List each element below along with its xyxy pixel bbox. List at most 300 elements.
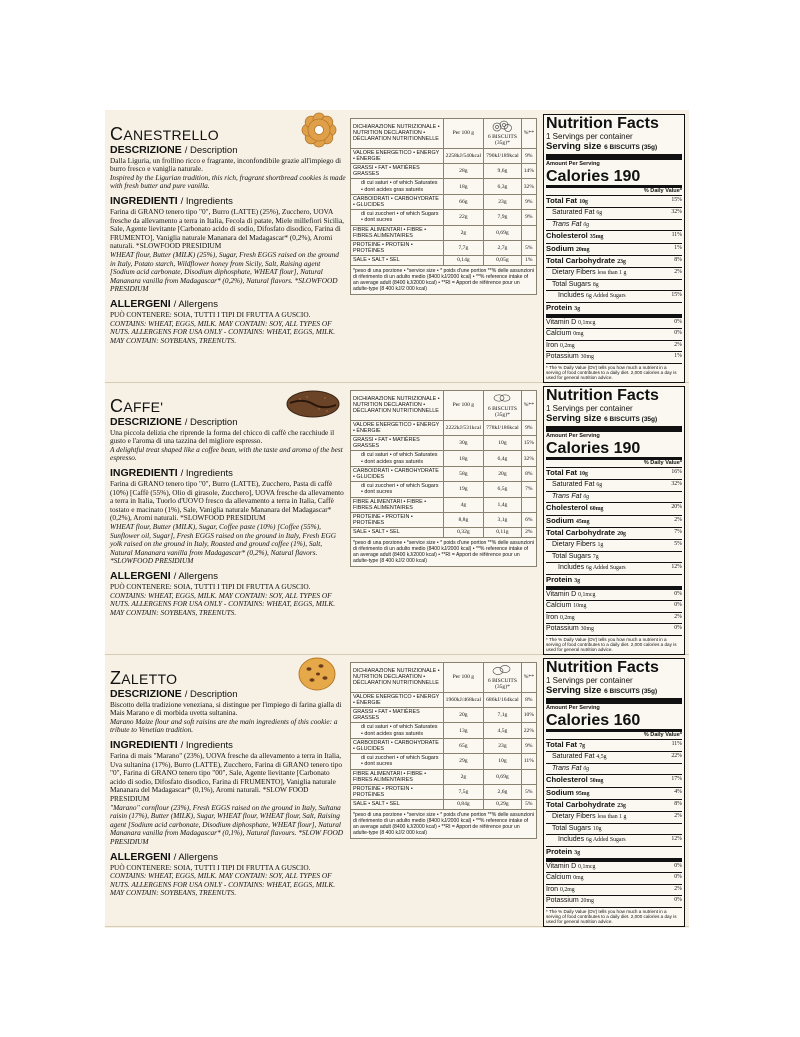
facts-row (546, 196, 682, 208)
facts-label: Sodium (546, 515, 574, 525)
nutrient-label: VALORE ENERGETICO • ENERGY • ÉNERGIE (351, 148, 444, 163)
nutrition-table-row (351, 482, 537, 497)
allergens-en: CONTAINS: WHEAT, EGGS, MILK. MAY CONTAIN: SOY, ALL TYPES OF NUTS. ALLERGENS FOR USA ONLY - CONTAINS: WHEAT, EGGS, MILK. MAY CONTAIN: SOYBEANS, TREENUTS. (110, 871, 336, 898)
ingredients-it: Farina di mais "Marano" (23%), UOVA fresche da allevamento a terra in Italia, Uva sultanina (17%), Burro (LATTE), Zucchero, Farina di GRANO tenero tipo "0", Farina di GRANO tenero tipo "00", Sale, Agente lievitante [Carbonato acido di sodio, Difosfato disodico, Farina di FRUMENTO], Vaniglia naturale Mananara del Madagascar* (0,1%), Aromi naturali. *SLOW FOOD PRESIDIUM (110, 750, 343, 803)
nutrition-table-row (351, 708, 537, 723)
pct-header: %** (521, 663, 536, 693)
facts-row (546, 208, 682, 219)
nutrient-label: di cui zuccheri • of which Sugars • dont sucres (351, 754, 444, 769)
facts-label: Iron (546, 341, 559, 349)
nutrition-table-row (351, 800, 537, 809)
facts-amount: 35mg (589, 234, 604, 241)
facts-row (546, 552, 682, 563)
facts-row (546, 752, 682, 763)
facts-label: Protein (546, 846, 573, 856)
nutrition-table-row (351, 754, 537, 769)
facts-amount: 7g (579, 743, 585, 749)
facts-amount: 6g (596, 210, 603, 217)
facts-dv: 2% (674, 885, 682, 892)
value-per-portion: 20g (484, 466, 522, 481)
facts-amount: less than 1 g (597, 814, 627, 821)
biscuits-icon (491, 400, 513, 406)
calories: Calories 190 (546, 440, 682, 460)
facts-label: Protein (546, 302, 573, 312)
facts-label: Total Sugars (552, 824, 591, 832)
facts-row (546, 231, 682, 243)
ingredients-heading: INGREDIENTI / Ingredients (110, 466, 233, 479)
nutrition-table-row (351, 420, 537, 435)
nutrient-label: CARBOIDRATI • CARBOHYDRATE • GLUCIDES (351, 738, 444, 753)
facts-dv: 8% (674, 257, 682, 264)
per-100g-header: Per 100 g (443, 663, 483, 693)
facts-amount: 6g (596, 482, 603, 489)
nutrient-label: GRASSI • FAT • MATIÈRES GRASSES (351, 708, 444, 723)
value-per-100g: 2g (443, 225, 483, 240)
facts-title: Nutrition Facts (546, 115, 659, 132)
facts-amount: 6g Added Sugars (586, 293, 626, 300)
value-percent-ri: 9% (521, 420, 536, 435)
value-per-portion: 4,5g (484, 723, 522, 738)
value-per-100g: 18g (443, 179, 483, 194)
value-percent-ri: 11% (521, 754, 536, 769)
serving-size: Serving size 6 BISCUITS (35g) (546, 685, 682, 704)
facts-amount: 0,2mg (560, 886, 575, 893)
facts-amount: 10g (592, 825, 602, 832)
facts-row (546, 885, 682, 896)
facts-footnote: * The % Daily Value (DV) tells you how much a nutrient in a serving of food contributes to a daily diet. 2,000 calories a day is used for general nutrition advice. (546, 364, 677, 380)
facts-amount: 23g (617, 803, 626, 810)
daily-value-header: % Daily Value* (546, 732, 682, 740)
facts-dv: 0% (674, 863, 682, 870)
description-it: Biscotto della tradizione veneziana, si distingue per l'impiego di farina gialla di Mais Marano e di morbida uvetta sultanina. (110, 699, 342, 718)
table-title: DICHIARAZIONE NUTRIZIONALE • NUTRITION DECLARATION • DÉCLARATION NUTRITIONNELLE (351, 391, 444, 421)
ingredients-it: Farina di GRANO tenero tipo "0", Burro (LATTE), Zucchero, Pasta di caffè (10%) [Caffè (55%), Olio di girasole, Zucchero], UOVA fresche da allevamento a terra in Italia, Tuorlo d'UOVO fresco da allevamento a terra in Italia, Caffè tostato e macinato (1%), Sale, Vaniglia naturale Mananara del Madagascar* (0,2%), Aromi naturali. *SLOWFOOD PRESIDIUM (110, 478, 344, 523)
facts-row (546, 280, 682, 291)
facts-row (546, 528, 682, 540)
facts-row (546, 468, 682, 480)
product-section (105, 654, 689, 927)
facts-dv: 12% (671, 836, 682, 843)
value-per-100g: 2258kJ/540kcal (443, 148, 483, 163)
facts-amount: 0g (583, 765, 590, 772)
table-footnote: *peso di una porzione • *service size • * poids d'une portion **% delle assunzioni di riferimento di un adulto medio (8400 kJ/2000 kcal) • **% reference intake of an average adult (8400 kJ/2000 kcal) • **RI = Apport de référence pour un adulte-type (8 400 kJ/2 000 kcal) (351, 265, 537, 294)
facts-label: Dietary Fibers (552, 269, 596, 277)
facts-label: Calcium (546, 602, 572, 610)
facts-dv: 0% (674, 330, 682, 337)
nutrient-label: VALORE ENERGETICO • ENERGY • ÉNERGIE (351, 420, 444, 435)
product-title: CANESTRELLO (110, 124, 219, 144)
coffee-bean-cookie-icon (285, 388, 341, 425)
value-per-portion: 23g (484, 194, 522, 209)
facts-amount: 0,1mcg (578, 320, 596, 327)
facts-dv: 1% (674, 244, 682, 251)
nutrition-table-row (351, 769, 537, 784)
facts-row (546, 256, 682, 268)
facts-amount: 50mg (589, 778, 604, 785)
nutrient-label: PROTEINE • PROTEIN • PROTÉINES (351, 785, 444, 800)
value-percent-ri: 5% (521, 241, 536, 256)
nutrient-label: di cui saturi • of which Saturates • dont acides gras saturés (351, 451, 444, 466)
nutrition-table-header (351, 119, 537, 149)
value-per-100g: 0,84g (443, 800, 483, 809)
value-per-portion: 790kJ/189kcal (484, 148, 522, 163)
facts-amount: 20mg (575, 246, 590, 253)
value-per-100g: 13g (443, 723, 483, 738)
facts-amount: 60mg (589, 506, 604, 513)
facts-row (546, 268, 682, 279)
facts-row (546, 847, 682, 862)
value-per-portion: 2,6g (484, 785, 522, 800)
facts-dv: 4% (674, 788, 682, 795)
facts-dv: 15% (671, 197, 682, 203)
value-per-100g: 65g (443, 738, 483, 753)
facts-dv: 22% (671, 753, 682, 760)
facts-dv: 0% (674, 319, 682, 326)
facts-row (546, 824, 682, 835)
product-title: ZALETTO (110, 668, 178, 688)
facts-row (546, 812, 682, 823)
facts-row (546, 480, 682, 491)
value-per-100g: 7,5g (443, 785, 483, 800)
value-percent-ri: 7% (521, 482, 536, 497)
facts-dv: 2% (674, 613, 682, 620)
description-en: A delightful treat shaped like a coffee bean, with the taste and aroma of the best espresso. (110, 444, 343, 463)
value-per-portion: 0,05g (484, 256, 522, 265)
biscuits-icon (491, 128, 513, 134)
nutrient-label: di cui saturi • of which Saturates • dont acides gras saturés (351, 723, 444, 738)
value-per-portion: 23g (484, 738, 522, 753)
facts-label: Calcium (546, 330, 572, 338)
per-100g-header: Per 100 g (443, 391, 483, 421)
facts-label: Cholesterol (546, 775, 588, 785)
facts-amount: 0,2mg (560, 614, 575, 621)
facts-row (546, 590, 682, 601)
value-per-portion: 7,9g (484, 210, 522, 225)
value-percent-ri: 1% (521, 256, 536, 265)
facts-label: Dietary Fibers (552, 813, 596, 821)
value-percent-ri (521, 225, 536, 240)
nutrition-table-row (351, 164, 537, 179)
value-percent-ri: 9% (521, 194, 536, 209)
facts-label: Total Carbohydrate (546, 528, 616, 538)
facts-amount: 0,1mcg (578, 592, 596, 599)
facts-amount: 10g (579, 471, 588, 477)
value-per-100g: 4g (443, 497, 483, 512)
facts-row (546, 341, 682, 352)
value-percent-ri (521, 769, 536, 784)
nutrient-label: CARBOIDRATI • CARBOHYDRATE • GLUCIDES (351, 466, 444, 481)
facts-row (546, 492, 682, 503)
allergens-en: CONTAINS: WHEAT, EGGS, MILK. MAY CONTAIN: SOY, ALL TYPES OF NUTS. ALLERGENS FOR USA ONLY - CONTAINS: WHEAT, EGGS, MILK. MAY CONTAIN: SOYBEANS, TREENUTS. (110, 590, 336, 617)
nutrient-label: FIBRE ALIMENTARI • FIBRE • FIBRES ALIMENTAIRES (351, 497, 444, 512)
nutrition-table-row (351, 241, 537, 256)
allergens-heading: ALLERGENI / Allergens (110, 569, 218, 582)
facts-label: Saturated Fat (552, 209, 595, 217)
value-per-portion: 686kJ/164kcal (484, 692, 522, 707)
facts-dv: 7% (674, 529, 682, 536)
facts-label: Total Fat (546, 196, 578, 205)
value-per-100g: 2g (443, 769, 483, 784)
servings-per-container: 1 Servings per container (546, 404, 633, 413)
description-it: Dalla Liguria, un frollino ricco e fragrante, inconfondibile grazie all'impiego di burro fresco e vaniglia naturale. (110, 155, 342, 174)
value-per-100g: 1960kJ/468kcal (443, 692, 483, 707)
facts-amount: 0g (583, 493, 590, 500)
value-per-100g: 28g (443, 164, 483, 179)
facts-row (546, 740, 682, 752)
facts-dv: 12% (671, 564, 682, 571)
facts-row (546, 220, 682, 231)
facts-dv: 0% (674, 897, 682, 904)
facts-amount: 1g (597, 542, 604, 549)
portion-header: 6 BISCUITS (35g)* (484, 119, 522, 149)
ingredients-heading: INGREDIENTI / Ingredients (110, 194, 233, 207)
facts-label: Total Sugars (552, 552, 591, 560)
value-per-100g: 20g (443, 708, 483, 723)
facts-row (546, 303, 682, 318)
facts-label: Dietary Fibers (552, 541, 596, 549)
facts-label: Sodium (546, 243, 574, 253)
facts-row (546, 775, 682, 787)
facts-amount: 95mg (575, 790, 590, 797)
portion-header: 6 BISCUITS (35g)* (484, 391, 522, 421)
table-title: DICHIARAZIONE NUTRIZIONALE • NUTRITION DECLARATION • DÉCLARATION NUTRITIONNELLE (351, 663, 444, 693)
facts-label: Vitamin D (546, 863, 577, 871)
facts-row (546, 800, 682, 812)
value-percent-ri (521, 497, 536, 512)
facts-amount: 4,5g (596, 754, 607, 761)
value-per-100g: 8,8g (443, 513, 483, 528)
facts-label: Sodium (546, 787, 574, 797)
ingredients-en: "Marano" cornflour (23%), Fresh EGGS raised on the ground in Italy, Sultana raisin (17%), Butter (MILK), Sugar, WHEAT flour, WHEAT flour, Salt, Raising agent [Sodium acid carbonate, Disodium diphosphate, WHEAT flour], Natural Mananara vanilla from Madagascar* (0,1%), Natural flavours. *SLOW FOOD PRESIDIUM (110, 802, 344, 846)
facts-row (546, 835, 682, 846)
nutrition-declaration-table (350, 662, 537, 839)
servings-per-container: 1 Servings per container (546, 676, 633, 685)
facts-amount: 0mg (573, 875, 584, 882)
facts-amount: 8g (592, 281, 599, 288)
amount-per-serving: Amount Per Serving (546, 433, 600, 439)
nutrition-table-row (351, 256, 537, 265)
nutrient-label: GRASSI • FAT • MATIÈRES GRASSES (351, 436, 444, 451)
facts-amount: 0,1mcg (578, 864, 596, 871)
value-per-portion: 0,11g (484, 528, 522, 537)
pct-header: %** (521, 119, 536, 149)
daily-value-header: % Daily Value* (546, 188, 682, 196)
ingredients-heading: INGREDIENTI / Ingredients (110, 738, 233, 751)
facts-label: Total Carbohydrate (546, 256, 616, 266)
nutrition-table-row (351, 723, 537, 738)
nutrient-label: FIBRE ALIMENTARI • FIBRE • FIBRES ALIMENTAIRES (351, 769, 444, 784)
facts-label: Trans Fat (552, 220, 582, 228)
facts-label: Vitamin D (546, 591, 577, 599)
nutrition-table-row (351, 148, 537, 163)
value-per-portion: 0,69g (484, 225, 522, 240)
nutrient-label: VALORE ENERGETICO • ENERGY • ÉNERGIE (351, 692, 444, 707)
facts-label: Cholesterol (546, 503, 588, 513)
description-en: Marano Maize flour and soft raisins are the main ingredients of this cookie: a tribute to Venetian tradition. (110, 716, 338, 735)
description-it: Una piccola delizia che riprende la forma del chicco di caffè che racchiude il gusto e l'aroma di una tazzina del migliore espresso. (110, 427, 335, 446)
nutrition-table-row (351, 210, 537, 225)
description-heading: DESCRIZIONE / Description (110, 143, 238, 156)
calories: Calories 160 (546, 712, 682, 732)
nutrient-label: di cui zuccheri • of which Sugars • dont sucres (351, 482, 444, 497)
facts-label: Includes (558, 564, 585, 572)
product-section (105, 110, 689, 383)
facts-dv: 17% (671, 776, 682, 783)
nutrition-table-row (351, 497, 537, 512)
facts-label: Total Sugars (552, 280, 591, 288)
value-percent-ri: 9% (521, 738, 536, 753)
value-percent-ri: 32% (521, 179, 536, 194)
pct-header: %** (521, 391, 536, 421)
nutrition-table-row (351, 179, 537, 194)
value-percent-ri: 8% (521, 692, 536, 707)
facts-label: Includes (558, 836, 585, 844)
facts-row (546, 873, 682, 884)
facts-row (546, 764, 682, 775)
facts-footnote: * The % Daily Value (DV) tells you how much a nutrient in a serving of food contributes to a daily diet. 2,000 calories a day is used for general nutrition advice. (546, 908, 677, 924)
value-per-portion: 778kJ/186kcal (484, 420, 522, 435)
facts-row (546, 862, 682, 873)
amount-per-serving: Amount Per Serving (546, 161, 600, 167)
allergens-en: CONTAINS: WHEAT, EGGS, MILK. MAY CONTAIN: SOY, ALL TYPES OF NUTS. ALLERGENS FOR USA ONLY - CONTAINS: WHEAT, EGGS, MILK. MAY CONTAIN: SOYBEANS, TREENUTS. (110, 318, 336, 345)
nutrient-label: SALE • SALT • SEL (351, 256, 444, 265)
facts-label: Saturated Fat (552, 753, 595, 761)
value-percent-ri: 10% (521, 708, 536, 723)
serving-size: Serving size 6 BISCUITS (35g) (546, 141, 682, 160)
facts-label: Protein (546, 574, 573, 584)
facts-amount: 3g (574, 305, 581, 312)
facts-dv: 11% (671, 741, 682, 747)
facts-amount: 30mg (580, 626, 594, 633)
value-per-portion: 10g (484, 436, 522, 451)
nutrition-table-row (351, 466, 537, 481)
allergens-heading: ALLERGENI / Allergens (110, 297, 218, 310)
value-per-100g: 7,7g (443, 241, 483, 256)
facts-dv: 5% (674, 541, 682, 548)
value-percent-ri: 5% (521, 785, 536, 800)
facts-row (546, 516, 682, 528)
ingredients-it: Farina di GRANO tenero tipo "0", Burro (LATTE) (25%), Zucchero, UOVA fresche da allevamento a terra in Italia, Fecola di patate, Miele millefiori Sicilia, Sale, Agente lievitante [Carbonato acido di sodio, Difosfato disodico, Farina di FRUMENTO], Vaniglia naturale Mananara del Madagascar* (0,2%), Aromi naturali. *SLOWFOOD PRESIDIUM (110, 206, 345, 251)
value-per-100g: 22g (443, 210, 483, 225)
description-en: Inspired by the Ligurian tradition, this rich, fragrant shortbread cookies is made with fresh butter and pure vanilla. (110, 172, 346, 191)
facts-dv: 2% (674, 341, 682, 348)
facts-row (546, 563, 682, 574)
nutrition-declaration-table (350, 118, 537, 295)
value-per-portion: 2,7g (484, 241, 522, 256)
facts-dv: 2% (674, 269, 682, 276)
nutrient-label: PROTEINE • PROTEIN • PROTÉINES (351, 513, 444, 528)
facts-label: Potassium (546, 353, 579, 361)
nutrition-table-header (351, 391, 537, 421)
allergens-it: PUÒ CONTENERE: SOIA, TUTTI I TIPI DI FRUTTA A GUSCIO. (110, 581, 311, 591)
value-per-100g: 0,32g (443, 528, 483, 537)
value-percent-ri: 8% (521, 466, 536, 481)
facts-amount: less than 1 g (597, 270, 627, 277)
nutrition-table-row (351, 692, 537, 707)
daily-value-header: % Daily Value* (546, 460, 682, 468)
facts-amount: 30mg (580, 354, 594, 361)
nutrient-label: GRASSI • FAT • MATIÈRES GRASSES (351, 164, 444, 179)
nutrient-label: di cui saturi • of which Saturates • dont acides gras saturés (351, 179, 444, 194)
value-per-100g: 66g (443, 194, 483, 209)
calories: Calories 190 (546, 168, 682, 188)
allergens-it: PUÒ CONTENERE: SOIA, TUTTI I TIPI DI FRUTTA A GUSCIO. (110, 862, 311, 872)
facts-title: Nutrition Facts (546, 659, 659, 676)
value-percent-ri: 5% (521, 800, 536, 809)
facts-label: Includes (558, 292, 585, 300)
nutrition-table-row (351, 436, 537, 451)
facts-dv: 2% (674, 516, 682, 523)
facts-amount: 10mg (573, 603, 587, 610)
nutrition-table-row (351, 738, 537, 753)
facts-amount: 3g (574, 577, 581, 584)
facts-label: Trans Fat (552, 764, 582, 772)
value-per-100g: 29g (443, 754, 483, 769)
facts-row (546, 896, 682, 907)
value-per-portion: 0,69g (484, 769, 522, 784)
facts-label: Calcium (546, 874, 572, 882)
facts-row (546, 613, 682, 624)
value-percent-ri: 15% (521, 436, 536, 451)
facts-amount: 10g (579, 199, 588, 205)
allergens-it: PUÒ CONTENERE: SOIA, TUTTI I TIPI DI FRUTTA A GUSCIO. (110, 309, 311, 319)
facts-row (546, 318, 682, 329)
facts-title: Nutrition Facts (546, 387, 659, 404)
facts-row (546, 329, 682, 340)
facts-row (546, 575, 682, 590)
facts-amount: 0g (583, 221, 590, 228)
biscuits-icon (491, 672, 513, 678)
facts-row (546, 352, 682, 363)
allergens-heading: ALLERGENI / Allergens (110, 850, 218, 863)
facts-label: Cholesterol (546, 231, 588, 241)
facts-row (546, 540, 682, 551)
nutrition-table-row (351, 528, 537, 537)
facts-label: Total Fat (546, 740, 578, 749)
facts-dv: 0% (674, 602, 682, 609)
facts-amount: 23g (617, 259, 626, 266)
ingredients-en: WHEAT flour, Butter (MILK), Sugar, Coffee paste (10%) [Coffee (55%), Sunflower oil, Sugar], Fresh EGGS raised on the ground in Italy, Fresh EGG yolk raised on the ground in Italy, Roasted and ground coffee (1%), Salt, Natural Mananara vanilla from Madagascar* (0,2%), Natural flavors. *SLOWFOOD PRESIDIUM (110, 521, 336, 566)
facts-dv: 32% (671, 209, 682, 216)
facts-label: Total Fat (546, 468, 578, 477)
value-per-portion: 0,29g (484, 800, 522, 809)
facts-amount: 6g Added Sugars (586, 837, 626, 844)
nutrient-label: SALE • SALT • SEL (351, 528, 444, 537)
nutrition-table-row (351, 225, 537, 240)
value-per-100g: 58g (443, 466, 483, 481)
facts-dv: 0% (674, 874, 682, 881)
product-section (105, 382, 689, 655)
facts-row (546, 503, 682, 515)
facts-dv: 16% (671, 469, 682, 475)
value-per-portion: 3,1g (484, 513, 522, 528)
table-footnote: *peso di una porzione • *service size • * poids d'une portion **% delle assunzioni di riferimento di un adulto medio (8400 kJ/2000 kcal) • **% reference intake of an average adult (8400 kJ/2000 kcal) • **RI = Apport de référence pour un adulte-type (8 400 kJ/2 000 kcal) (351, 537, 537, 566)
facts-amount: 0mg (573, 331, 584, 338)
servings-per-container: 1 Servings per container (546, 132, 633, 141)
amount-per-serving: Amount Per Serving (546, 705, 600, 711)
nutrition-table-header (351, 663, 537, 693)
table-footnote: *peso di una porzione • *service size • * poids d'une portion **% delle assunzioni di riferimento di un adulto medio (8400 kJ/2000 kcal) • **% reference intake of an average adult (8400 kJ/2000 kcal) • **RI = Apport de référence pour un adulte-type (8 400 kJ/2 000 kcal) (351, 809, 537, 838)
facts-dv: 11% (671, 232, 682, 239)
facts-footnote: * The % Daily Value (DV) tells you how much a nutrient in a serving of food contributes to a daily diet. 2,000 calories a day is used for general nutrition advice. (546, 636, 677, 652)
facts-label: Saturated Fat (552, 481, 595, 489)
facts-amount: 7g (592, 553, 599, 560)
value-per-portion: 6,3g (484, 179, 522, 194)
facts-amount: 20g (617, 531, 626, 538)
value-per-100g: 18g (443, 451, 483, 466)
facts-amount: 20mg (580, 898, 594, 905)
facts-row (546, 788, 682, 800)
